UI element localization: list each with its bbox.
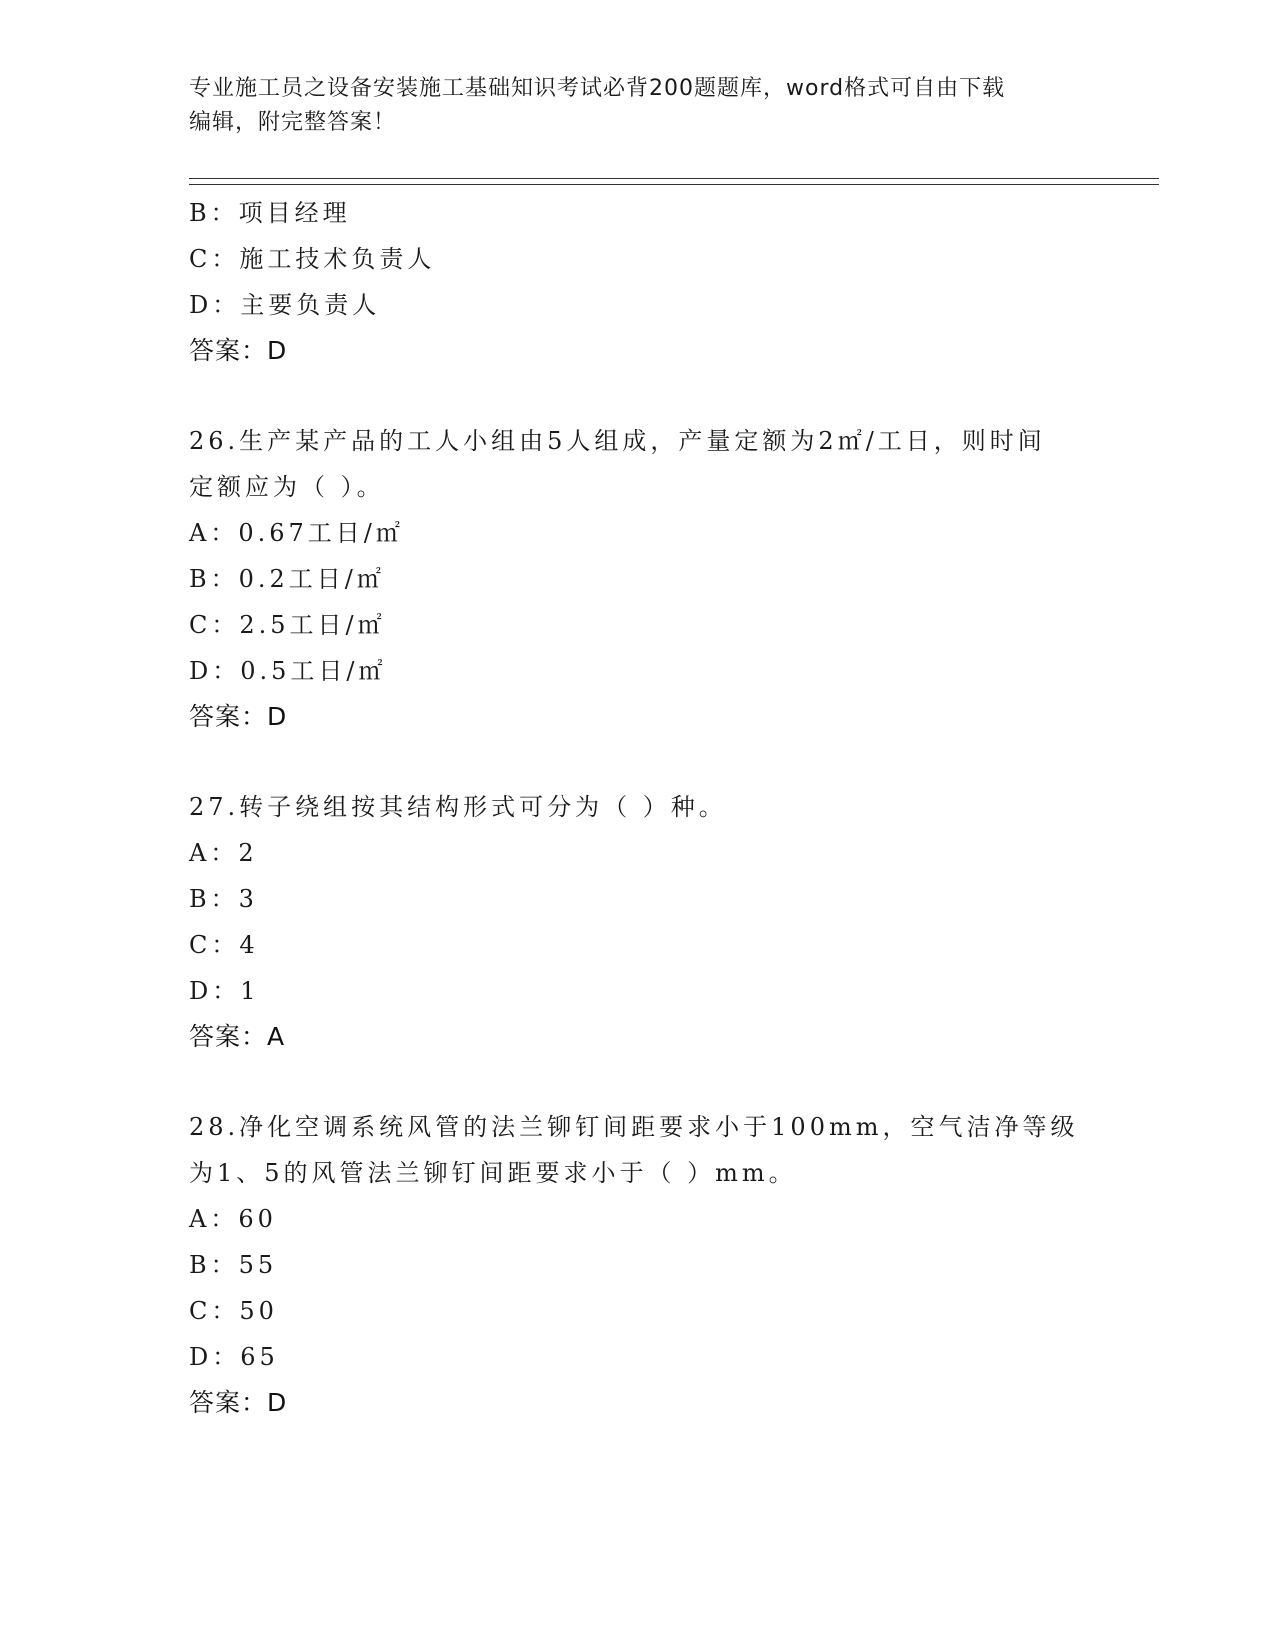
header-rule-top [189, 178, 1159, 179]
option-b: B：项目经理 [189, 199, 351, 227]
option-a: A：60 [189, 1205, 277, 1233]
question-26 [189, 418, 1129, 740]
question-25-continuation [189, 190, 1129, 374]
option-b: B：55 [189, 1251, 278, 1279]
option-c: C：2.5工日/㎡ [189, 611, 386, 639]
document-header-title: 专业施工员之设备安装施工基础知识考试必背200题题库，word格式可自由下载 编辑，附完整答案！ [189, 76, 1006, 135]
option-d: D：65 [189, 1343, 279, 1371]
answer-line: 答案：D [189, 702, 288, 731]
option-d: D：0.5工日/㎡ [189, 657, 387, 685]
option-c: C：施工技术负责人 [189, 245, 436, 273]
question-content [189, 190, 1129, 1426]
option-a: A：2 [189, 839, 258, 867]
answer-line: 答案：D [189, 1388, 288, 1417]
option-b: B：0.2工日/㎡ [189, 565, 385, 593]
header-rule-bottom [189, 184, 1159, 185]
option-c: C：4 [189, 931, 259, 959]
option-d: D：主要负责人 [189, 291, 381, 319]
question-stem: 27.转子绕组按其结构形式可分为（ ）种。 [189, 793, 727, 821]
option-b: B：3 [189, 885, 258, 913]
question-stem: 28.净化空调系统风管的法兰铆钉间距要求小于100mm，空气洁净等级 为1、5的风管法兰铆钉间距要求小于（ ）mm。 [189, 1113, 1079, 1187]
question-27 [189, 784, 1129, 1060]
answer-line: 答案：D [189, 336, 288, 365]
answer-line: 答案：A [189, 1022, 286, 1051]
option-a: A：0.67工日/㎡ [189, 519, 404, 547]
option-c: C：50 [189, 1297, 278, 1325]
option-d: D：1 [189, 977, 260, 1005]
question-28 [189, 1104, 1129, 1426]
question-stem: 26.生产某产品的工人小组由5人组成，产量定额为2㎡/工日，则时间 定额应为（ ）。 [189, 427, 1046, 501]
